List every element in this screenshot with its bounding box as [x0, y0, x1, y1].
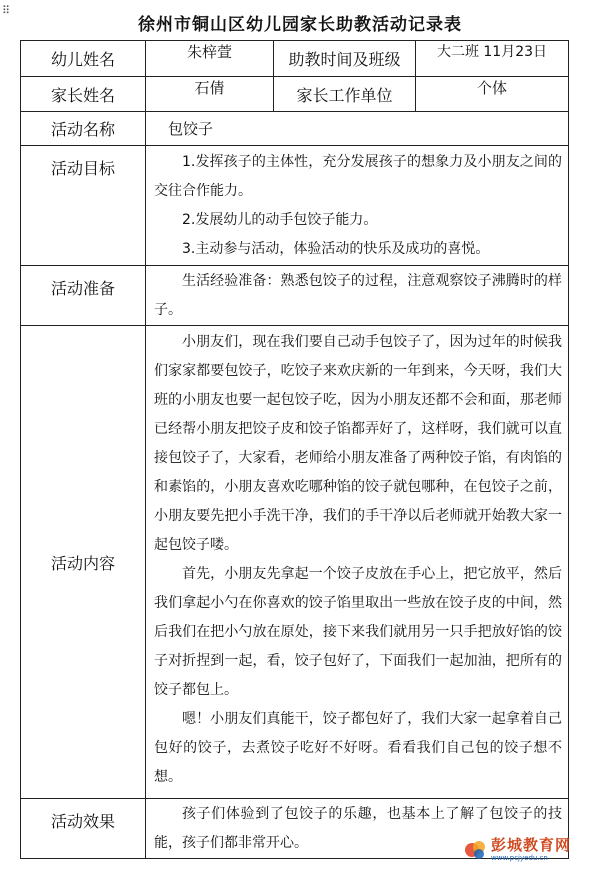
child-name-label: 幼儿姓名	[21, 41, 146, 77]
goal-item: 2.发展幼儿的动手包饺子能力。	[182, 212, 378, 228]
prep-label: 活动准备	[21, 266, 146, 326]
prep-cell	[146, 266, 569, 326]
time-class-value: 大二班 11月23日	[416, 41, 569, 77]
watermark	[464, 833, 586, 867]
child-name-value: 朱梓萱	[146, 41, 274, 77]
work-unit-value: 个体	[416, 77, 569, 112]
content-cell	[146, 326, 569, 799]
goal-item: 3.主动参与活动，体验活动的快乐及成功的喜悦。	[182, 241, 490, 257]
row-content	[21, 326, 569, 799]
parent-name-label: 家长姓名	[21, 77, 146, 112]
row-activity-name	[21, 112, 569, 146]
goals-label: 活动目标	[21, 146, 146, 266]
parent-name-value: 石倩	[146, 77, 274, 112]
effect-label: 活动效果	[21, 799, 146, 859]
effect-text: 孩子们体验到了包饺子的乐趣，也基本上了解了包饺子的技能，孩子们都非常开心。	[154, 806, 562, 851]
content-paragraph: 嗯！小朋友们真能干，饺子都包好了，我们大家一起拿着自己包好的饺子，去煮饺子吃好不好呀。看看我们自己包的饺子想不想。	[154, 711, 562, 785]
activity-name-label: 活动名称	[21, 112, 146, 146]
prep-text: 生活经验准备：熟悉包饺子的过程，注意观察饺子沸腾时的样子。	[154, 273, 562, 318]
watermark-url: www.pcjyedu.cn	[491, 854, 548, 862]
record-table	[20, 40, 572, 859]
content-paragraph: 小朋友们，现在我们要自己动手包饺子了，因为过年的时候我们家家都要包饺子，吃饺子来欢庆新的一年到来，今天呀，我们大班的小朋友也要一起包饺子吃，因为小朋友还都不会和面，那老师已经帮小朋友把饺子皮和饺子馅都弄好了，这样呀，我们就可以直接包饺子了，大家看，老师给小朋友准备了两种饺子馅，有肉馅的和素馅的，小朋友喜欢吃哪种馅的饺子就包哪种，在包饺子之前，小朋友要先把小手洗干净，我们的手干净以后老师就开始教大家一起包饺子喽。	[154, 334, 562, 553]
content-paragraph: 首先，小朋友先拿起一个饺子皮放在手心上，把它放平，然后我们拿起小勺在你喜欢的饺子馅里取出一些放在饺子皮的中间，然后我们在把小勺放在原处，接下来我们就用另一只手把放好馅的饺子对折捏到一起，看，饺子包好了，下面我们一起加油，把所有的饺子都包上。	[154, 566, 562, 698]
time-class-label: 助教时间及班级	[274, 41, 416, 77]
row-prep	[21, 266, 569, 326]
work-unit-label: 家长工作单位	[274, 77, 416, 112]
watermark-name: 彭城教育网	[491, 836, 572, 854]
corner-mark: ⠿	[2, 4, 11, 17]
page-title: 徐州市铜山区幼儿园家长助教活动记录表	[138, 15, 462, 35]
goal-item: 1.发挥孩子的主体性，充分发展孩子的想象力及小朋友之间的交往合作能力。	[154, 154, 562, 199]
content-label: 活动内容	[21, 326, 146, 799]
goals-cell	[146, 146, 569, 266]
row-child	[21, 41, 569, 77]
activity-name-value: 包饺子	[146, 112, 569, 146]
watermark-logo-icon	[464, 838, 488, 862]
row-goals	[21, 146, 569, 266]
row-parent	[21, 77, 569, 112]
